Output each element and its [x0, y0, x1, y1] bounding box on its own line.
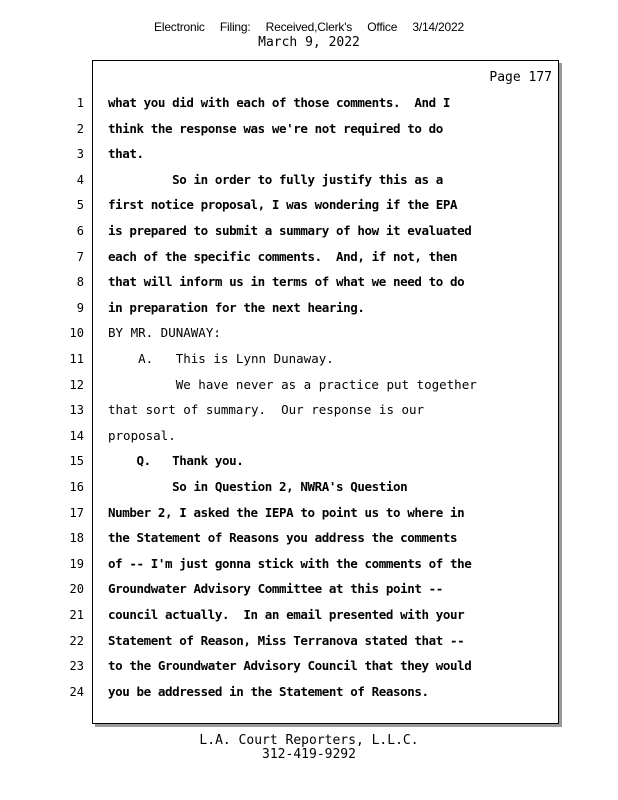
- reporter-phone: 312-419-9292: [262, 747, 356, 762]
- transcript-line: what you did with each of those comments. And I: [108, 95, 451, 110]
- transcript-line: you be addressed in the Statement of Reasons.: [108, 684, 429, 699]
- transcript-line: Q. Thank you.: [108, 453, 244, 468]
- line-number: 13: [69, 403, 84, 417]
- hearing-date: March 9, 2022: [258, 35, 360, 50]
- reporter-name: L.A. Court Reporters, L.L.C.: [199, 733, 419, 748]
- line-number: 14: [69, 429, 84, 443]
- stamp-date: 3/14/2022: [412, 20, 464, 34]
- line-number: 1: [76, 96, 84, 110]
- page-number: Page 177: [489, 70, 552, 85]
- line-number: 23: [69, 659, 84, 673]
- filing-stamp: [0, 20, 618, 34]
- transcript-line: in preparation for the next hearing.: [108, 300, 365, 315]
- line-number: 21: [69, 608, 84, 622]
- transcript-line: to the Groundwater Advisory Council that they would: [108, 658, 472, 673]
- stamp-electronic: Electronic: [154, 20, 205, 34]
- transcript-line: that will inform us in terms of what we need to do: [108, 274, 465, 289]
- line-number: 9: [76, 301, 84, 315]
- line-number: 2: [76, 122, 84, 136]
- stamp-filing: Filing:: [219, 20, 251, 34]
- transcript-line: A. This is Lynn Dunaway.: [108, 351, 334, 366]
- transcript-line: So in Question 2, NWRA's Question: [108, 479, 408, 494]
- line-number: 22: [69, 634, 84, 648]
- line-number: 18: [69, 531, 84, 545]
- transcript-line: the Statement of Reasons you address the comments: [108, 530, 458, 545]
- line-number: 24: [69, 685, 84, 699]
- transcript-line: first notice proposal, I was wondering if the EPA: [108, 197, 458, 212]
- line-number: 4: [76, 173, 84, 187]
- line-number: 5: [76, 198, 84, 212]
- transcript-line: that sort of summary. Our response is our: [108, 402, 425, 417]
- transcript-line: of -- I'm just gonna stick with the comments of the: [108, 556, 472, 571]
- transcript-line: council actually. In an email presented with your: [108, 607, 465, 622]
- line-number: 6: [76, 224, 84, 238]
- transcript-line: BY MR. DUNAWAY:: [108, 325, 221, 340]
- line-number: 10: [69, 326, 84, 340]
- line-number: 12: [69, 378, 84, 392]
- line-number: 19: [69, 557, 84, 571]
- line-number: 7: [76, 250, 84, 264]
- transcript-line: Groundwater Advisory Committee at this point --: [108, 581, 443, 596]
- line-number: 17: [69, 506, 84, 520]
- line-number: 8: [76, 275, 84, 289]
- line-number: 15: [69, 454, 84, 468]
- transcript-line: So in order to fully justify this as a: [108, 172, 443, 187]
- transcript-line: think the response was we're not required to do: [108, 121, 443, 136]
- transcript-line: is prepared to submit a summary of how it evaluated: [108, 223, 472, 238]
- transcript-line: that.: [108, 146, 144, 161]
- line-number: 3: [76, 147, 84, 161]
- transcript-line: proposal.: [108, 428, 176, 443]
- line-number: 16: [69, 480, 84, 494]
- transcript-line: Statement of Reason, Miss Terranova stated that --: [108, 633, 465, 648]
- line-number: 11: [69, 352, 84, 366]
- stamp-office: Office: [367, 20, 398, 34]
- transcript-line: We have never as a practice put together: [108, 377, 477, 392]
- transcript-line: Number 2, I asked the IEPA to point us to where in: [108, 505, 465, 520]
- stamp-received: Received,Clerk's: [265, 20, 353, 34]
- transcript-line: each of the specific comments. And, if not, then: [108, 249, 458, 264]
- line-number: 20: [69, 582, 84, 596]
